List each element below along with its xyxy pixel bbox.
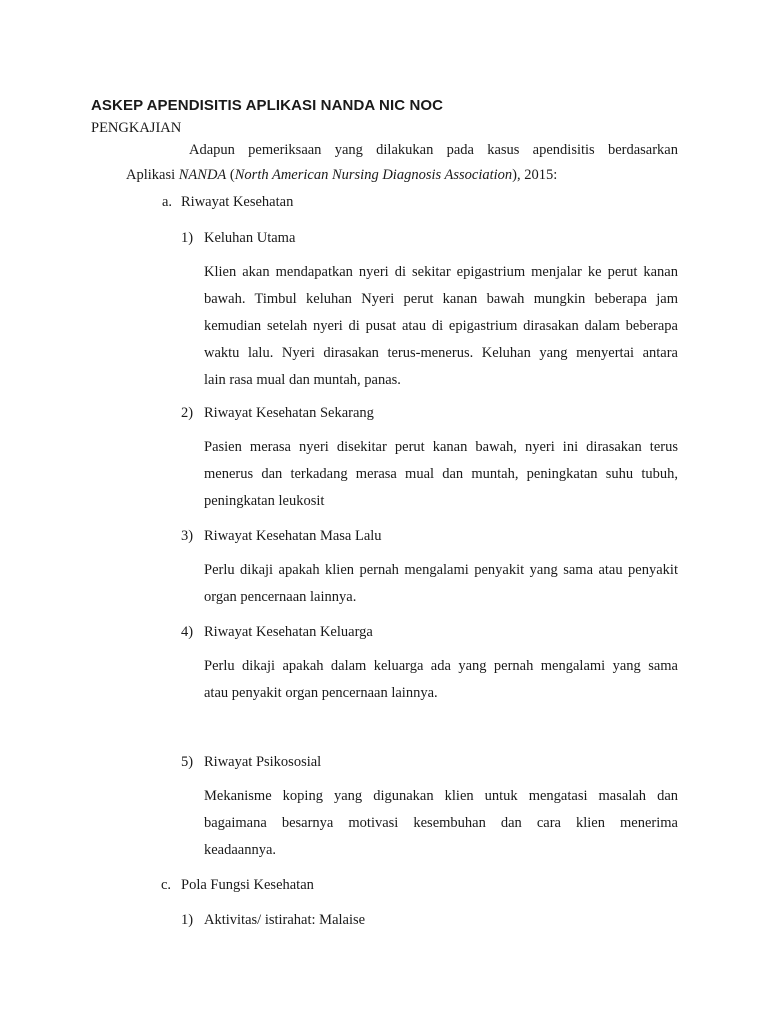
c-sub-marker-1: 1) [181,912,194,928]
paragraph-line: bawah. Timbul keluhan Nyeri perut kanan bawah mungkin beberapa jam [204,291,678,307]
paragraph-line: keadaannya. [204,842,277,858]
intro-line-2 [126,166,557,184]
sub-marker-5: 5) [181,754,194,770]
paragraph-keluhan-utama [204,259,678,394]
paragraph-line: kemudian setelah nyeri di pusat atau di epigastrium dirasakan dalam beberapa [204,318,678,334]
sub-heading-riwayat-keluarga: Riwayat Kesehatan Keluarga [204,624,373,640]
paragraph-riwayat-keluarga [204,653,678,707]
sub-marker-4: 4) [181,624,194,640]
paragraph-riwayat-masa-lalu [204,557,678,611]
list-marker-a: a. [162,194,173,210]
paragraph-riwayat-psikososial [204,783,678,864]
list-item-a-label: Riwayat Kesehatan [181,194,294,210]
paragraph-line: Perlu dikaji apakah klien pernah mengalami penyakit yang sama atau penyakit [204,562,678,578]
paragraph-line: organ pencernaan lainnya. [204,589,357,605]
sub-marker-1: 1) [181,230,194,246]
section-heading: PENGKAJIAN [91,120,182,136]
list-marker-c: c. [161,877,172,893]
intro-text-c: ), 2015: [512,167,558,183]
paragraph-riwayat-sekarang [204,434,678,515]
paragraph-line: Perlu dikaji apakah dalam keluarga ada yang pernah mengalami yang sama [204,658,678,674]
sub-heading-riwayat-masa-lalu: Riwayat Kesehatan Masa Lalu [204,528,382,544]
paragraph-line: waktu lalu. Nyeri dirasakan terus-menerus. Keluhan yang menyertai antara [204,345,678,361]
list-item-c-label: Pola Fungsi Kesehatan [181,877,314,893]
paragraph-line: Pasien merasa nyeri disekitar perut kanan bawah, nyeri ini dirasakan terus [204,439,678,455]
paragraph-line: bagaimana besarnya motivasi kesembuhan dan cara klien menerima [204,815,678,831]
paragraph-line: Klien akan mendapatkan nyeri di sekitar epigastrium menjalar ke perut kanan [204,264,678,280]
paragraph-line: lain rasa mual dan muntah, panas. [204,372,401,388]
sub-heading-riwayat-sekarang: Riwayat Kesehatan Sekarang [204,405,374,421]
nanda-acronym: NANDA [178,167,227,183]
intro-line-1: Adapun pemeriksaan yang dilakukan pada kasus apendisitis berdasarkan [189,142,678,158]
paragraph-line: Mekanisme koping yang digunakan klien untuk mengatasi masalah dan [204,788,678,804]
nanda-full-name: North American Nursing Diagnosis Association [234,167,513,183]
intro-text-b: ( [226,167,235,183]
sub-marker-2: 2) [181,405,194,421]
paragraph-line: peningkatan leukosit [204,493,325,509]
sub-marker-3: 3) [181,528,194,544]
c-sub-heading-aktivitas: Aktivitas/ istirahat: Malaise [204,912,366,928]
document-title: ASKEP APENDISITIS APLIKASI NANDA NIC NOC [91,97,444,114]
paragraph-line: menerus dan terkadang merasa mual dan muntah, peningkatan suhu tubuh, [204,466,678,482]
sub-heading-keluhan-utama: Keluhan Utama [204,230,296,246]
intro-text-a: Aplikasi [126,167,179,183]
paragraph-line: atau penyakit organ pencernaan lainnya. [204,685,438,701]
sub-heading-riwayat-psikososial: Riwayat Psikososial [204,754,322,770]
